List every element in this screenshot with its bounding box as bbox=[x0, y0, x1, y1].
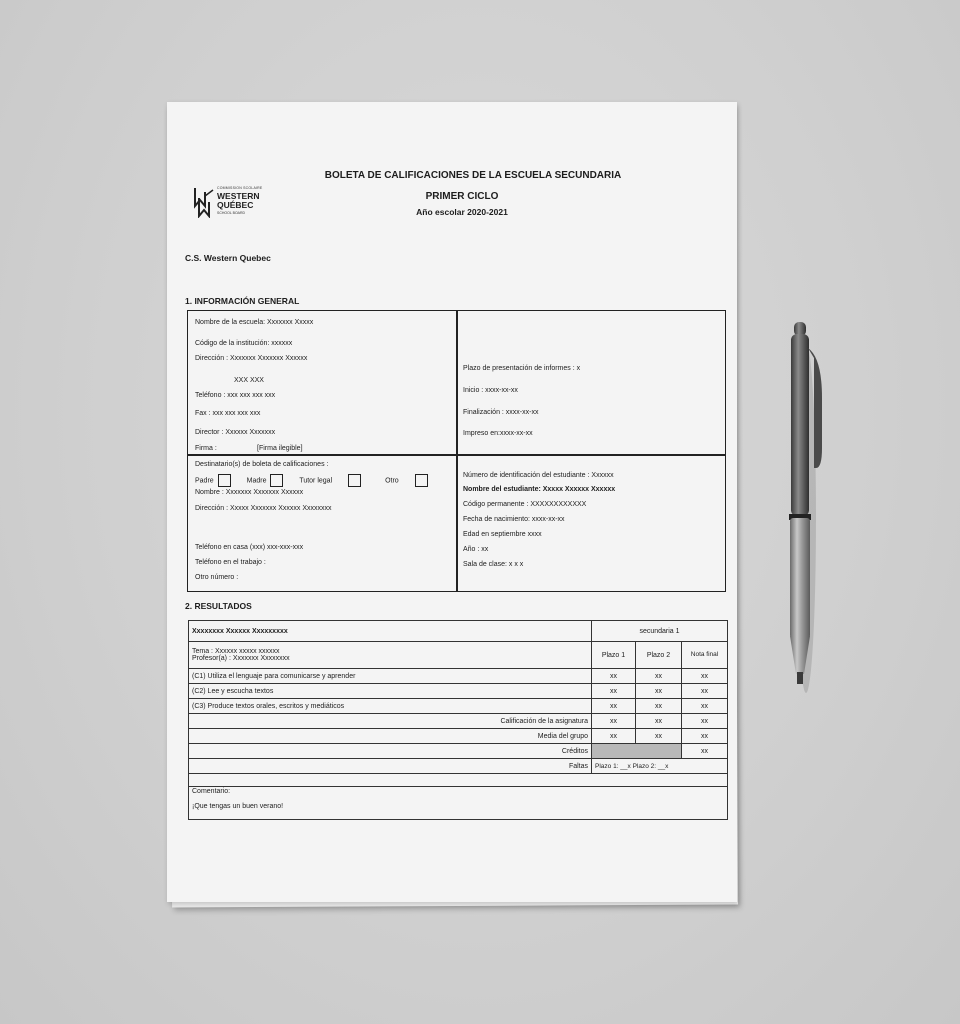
col-header-term2: Plazo 2 bbox=[636, 642, 682, 669]
student-name-field: Nombre del estudiante: Xxxxx Xxxxxx Xxxxxx bbox=[463, 486, 616, 493]
signature-value: [Firma ilegible] bbox=[257, 445, 303, 452]
table-row bbox=[189, 744, 728, 759]
absences-value: Plazo 1: __x Plazo 2: __x bbox=[592, 759, 728, 774]
other-phone-field: Otro número : bbox=[195, 574, 239, 581]
results-table bbox=[188, 620, 728, 820]
col-header-term1: Plazo 1 bbox=[592, 642, 636, 669]
logo-sub: SCHOOL BOARD bbox=[217, 211, 246, 215]
pen-icon bbox=[770, 318, 830, 698]
cell-value: xx bbox=[592, 684, 636, 699]
row-label: (C2) Lee y escucha textos bbox=[189, 684, 592, 699]
credits-value: xx bbox=[682, 744, 728, 759]
spacer-row bbox=[189, 774, 728, 787]
results-table-wrapper bbox=[188, 620, 728, 828]
level-header: secundaria 1 bbox=[592, 621, 728, 642]
table-row bbox=[189, 774, 728, 787]
cell-value: xx bbox=[636, 714, 682, 729]
table-row bbox=[189, 669, 728, 684]
checkbox-padre[interactable] bbox=[218, 474, 231, 487]
option-madre-label: Madre bbox=[246, 477, 267, 485]
school-address-field: Dirección : Xxxxxxx Xxxxxxx Xxxxxx bbox=[195, 355, 308, 362]
comment-text: ¡Que tengas un buen verano! bbox=[192, 803, 284, 810]
cell-value: xx bbox=[636, 729, 682, 744]
subject-details bbox=[189, 642, 592, 669]
absences-label: Faltas bbox=[189, 759, 592, 774]
school-address-line2: XXX XXX bbox=[234, 377, 264, 384]
credits-label: Créditos bbox=[189, 744, 592, 759]
cell-value: xx bbox=[636, 699, 682, 714]
checkbox-tutor[interactable] bbox=[348, 474, 361, 487]
cell-value: xx bbox=[682, 729, 728, 744]
option-tutor-label: Tutor legal bbox=[299, 477, 333, 485]
option-padre-label: Padre bbox=[195, 477, 214, 485]
work-phone-field: Teléfono en el trabajo : bbox=[195, 559, 266, 566]
row-label: (C1) Utiliza el lenguaje para comunicarse y aprender bbox=[189, 669, 592, 684]
logo-line1: WESTERN bbox=[217, 191, 260, 201]
recipient-options bbox=[195, 474, 442, 487]
signature-label: Firma : bbox=[195, 445, 217, 452]
table-row bbox=[189, 714, 728, 729]
cell-value: xx bbox=[636, 669, 682, 684]
recipient-address-field: Dirección : Xxxxx Xxxxxxx Xxxxxx Xxxxxxxx bbox=[195, 505, 332, 512]
birth-date-field: Fecha de nacimiento: xxxx-xx-xx bbox=[463, 516, 565, 523]
report-year: Año escolar 2020-2021 bbox=[416, 207, 508, 217]
table-row bbox=[189, 729, 728, 744]
cell-value: xx bbox=[592, 699, 636, 714]
year-field: Año : xx bbox=[463, 546, 489, 553]
row-label: (C3) Produce textos orales, escritos y mediáticos bbox=[189, 699, 592, 714]
logo-small-text: COMMISSION SCOLAIRE bbox=[217, 186, 263, 190]
home-phone-field: Teléfono en casa (xxx) xxx-xxx-xxx bbox=[195, 544, 304, 551]
end-date-field: Finalización : xxxx-xx-xx bbox=[463, 409, 539, 416]
director-field: Director : Xxxxxx Xxxxxxx bbox=[195, 429, 276, 436]
report-card-sheet bbox=[167, 102, 737, 902]
age-field: Edad en septiembre xxxx bbox=[463, 531, 542, 538]
cell-value: xx bbox=[636, 684, 682, 699]
school-fax-field: Fax : xxx xxx xxx xxx bbox=[195, 410, 261, 417]
comment-cell bbox=[189, 787, 728, 820]
cell-value: xx bbox=[682, 714, 728, 729]
row-label: Media del grupo bbox=[189, 729, 592, 744]
classroom-field: Sala de clase: x x x bbox=[463, 561, 524, 568]
cell-value: xx bbox=[682, 699, 728, 714]
cell-value: xx bbox=[682, 669, 728, 684]
table-row bbox=[189, 621, 728, 642]
student-id-field: Número de identificación del estudiante : Xxxxxx bbox=[463, 472, 614, 479]
permanent-code-field: Código permanente : XXXXXXXXXXXX bbox=[463, 501, 587, 508]
school-name-field: Nombre de la escuela: Xxxxxxx Xxxxx bbox=[195, 319, 314, 326]
section-heading-results: 2. RESULTADOS bbox=[185, 601, 252, 611]
cell-value: xx bbox=[592, 729, 636, 744]
section-heading-general: 1. INFORMACIÓN GENERAL bbox=[185, 296, 300, 306]
general-info-box bbox=[187, 310, 726, 592]
report-deadline-field: Plazo de presentación de informes : x bbox=[463, 365, 581, 372]
divider-vertical bbox=[456, 311, 458, 591]
cell-value: xx bbox=[682, 684, 728, 699]
table-row bbox=[189, 699, 728, 714]
checkbox-madre[interactable] bbox=[270, 474, 283, 487]
logo-line2: QUÉBEC bbox=[217, 200, 254, 210]
col-header-final: Nota final bbox=[682, 642, 728, 669]
credits-shaded-cell bbox=[592, 744, 682, 759]
report-title: BOLETA DE CALIFICACIONES DE LA ESCUELA SECUNDARIA bbox=[324, 170, 622, 181]
checkbox-otro[interactable] bbox=[415, 474, 428, 487]
start-date-field: Inicio : xxxx-xx-xx bbox=[463, 387, 518, 394]
teacher-field: Profesor(a) : Xxxxxxx Xxxxxxxx bbox=[192, 655, 290, 662]
report-cycle: PRIMER CICLO bbox=[425, 191, 499, 202]
comment-label: Comentario: bbox=[192, 788, 231, 795]
row-label: Calificación de la asignatura bbox=[189, 714, 592, 729]
cell-value: xx bbox=[592, 714, 636, 729]
recipient-name-field: Nombre : Xxxxxxx Xxxxxxx Xxxxxx bbox=[195, 489, 304, 496]
printed-date-field: Impreso en:xxxx-xx-xx bbox=[463, 430, 533, 437]
school-board-name: C.S. Western Quebec bbox=[185, 253, 271, 263]
option-otro-label: Otro bbox=[385, 477, 399, 485]
table-row bbox=[189, 642, 728, 669]
school-phone-field: Teléfono : xxx xxx xxx xxx bbox=[195, 392, 276, 399]
subject-name: Xxxxxxxx Xxxxxx Xxxxxxxxx bbox=[189, 621, 592, 642]
institution-code-field: Código de la institución: xxxxxx bbox=[195, 340, 293, 347]
divider-horizontal bbox=[188, 454, 725, 456]
cell-value: xx bbox=[592, 669, 636, 684]
table-row bbox=[189, 684, 728, 699]
recipient-label: Destinatario(s) de boleta de calificaciones : bbox=[195, 461, 329, 468]
table-row bbox=[189, 759, 728, 774]
table-row bbox=[189, 787, 728, 820]
theme-field: Tema : Xxxxxx xxxxx xxxxxx bbox=[192, 648, 280, 655]
